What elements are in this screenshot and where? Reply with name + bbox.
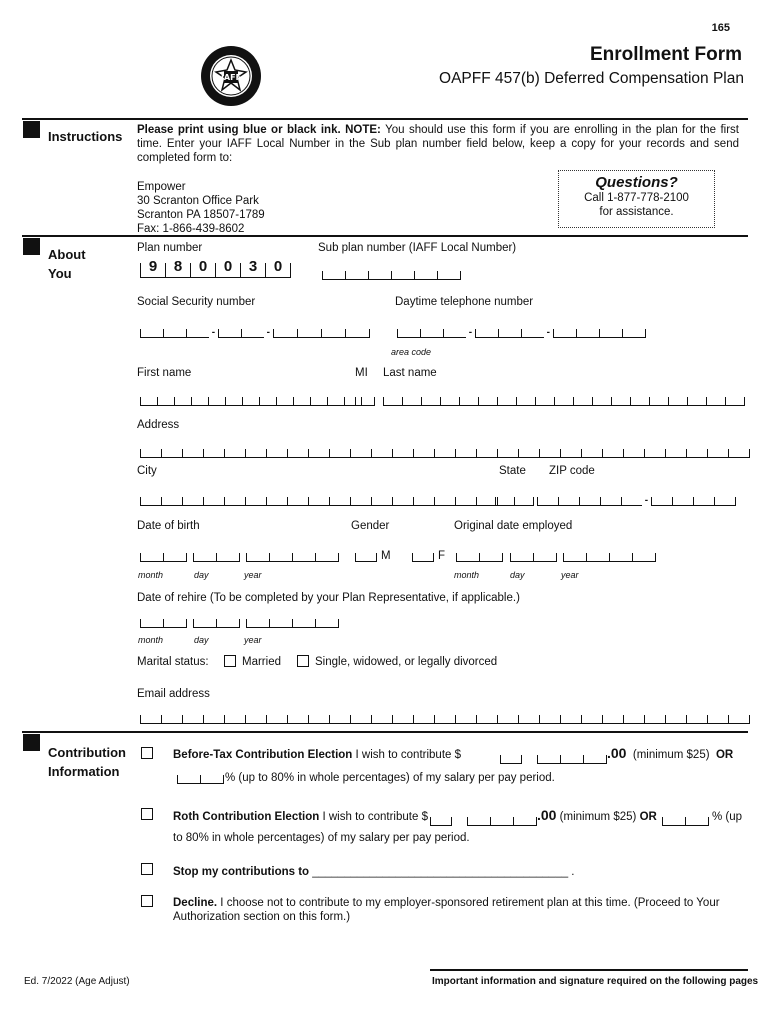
pretax-dollars[interactable] (537, 752, 607, 764)
section-marker (23, 121, 40, 138)
section-marker (23, 238, 40, 255)
single-label: Single, widowed, or legally divorced (315, 656, 498, 668)
married-label: Married (242, 656, 281, 668)
last-name-input[interactable] (383, 394, 745, 406)
pretax-percent-input[interactable] (177, 772, 224, 784)
stop-line[interactable]: Stop my contributions to ________________________________________ . (173, 866, 575, 878)
rehire-year-input[interactable] (246, 616, 339, 628)
orig-date-label: Original date employed (454, 520, 573, 532)
email-label: Email address (137, 688, 210, 700)
instructions-heading: Instructions (48, 129, 123, 144)
mi-label: MI (355, 367, 368, 379)
zip-label: ZIP code (549, 465, 595, 477)
year-caption: year (244, 570, 262, 580)
about-heading: About You (48, 247, 86, 281)
roth-dollars[interactable] (467, 814, 537, 826)
roth-pct-label: % (up (712, 811, 743, 823)
contribution-heading: Contribution Information (48, 745, 126, 779)
state-label: State (499, 465, 526, 477)
roth-checkbox[interactable] (141, 808, 153, 820)
roth-line2: to 80% in whole percentages) of my salary per pay period. (173, 832, 470, 844)
year-caption: year (244, 635, 262, 645)
gender-f-label: F (438, 550, 446, 562)
pretax-line2: % (up to 80% in whole percentages) of my salary per pay period. (225, 772, 555, 784)
decline-text: Decline. I choose not to contribute to my employer-sponsored retirement plan at this time. (Proceed to Your Authorization section on this form.) (173, 897, 720, 923)
pretax-checkbox[interactable] (141, 747, 153, 759)
orig-month-input[interactable] (456, 550, 503, 562)
marital-label: Marital status: (137, 656, 209, 668)
married-checkbox[interactable] (224, 655, 236, 667)
address-label: Address (137, 419, 180, 431)
edition-label: Ed. 7/2022 (Age Adjust) (24, 976, 130, 987)
phone-input[interactable]: - - (397, 326, 646, 338)
sub-plan-input[interactable] (322, 268, 461, 280)
orig-day-input[interactable] (510, 550, 557, 562)
email-input[interactable] (140, 712, 750, 724)
last-name-label: Last name (383, 367, 437, 379)
pretax-tail: .00 (minimum $25) OR (607, 745, 734, 761)
section-marker (23, 734, 40, 751)
page-number: 165 (711, 22, 730, 34)
rehire-label: Date of rehire (To be completed by your Plan Representative, if applicable.) (137, 592, 520, 604)
roth-dollars-thousands[interactable] (430, 814, 452, 826)
dob-year-input[interactable] (246, 550, 339, 562)
dob-label: Date of birth (137, 520, 200, 532)
day-caption: day (194, 570, 209, 580)
page-subtitle: OAPFF 457(b) Deferred Compensation Plan (439, 70, 744, 87)
plan-number-label: Plan number (137, 242, 203, 254)
month-caption: month (454, 570, 480, 580)
day-caption: day (194, 635, 209, 645)
stop-checkbox[interactable] (141, 863, 153, 875)
iaff-seal-logo (200, 45, 262, 107)
mailing-address: Empower 30 Scranton Office Park Scranton PA 18507-1789 Fax: 1-866-439-8602 (137, 181, 265, 235)
area-code-label: area code (391, 347, 432, 357)
state-input[interactable] (495, 494, 534, 506)
decline-checkbox[interactable] (141, 895, 153, 907)
plan-number-field: 9 8 0 0 3 0 (140, 263, 291, 278)
orig-year-input[interactable] (563, 550, 656, 562)
gender-label: Gender (351, 520, 390, 532)
ssn-label: Social Security number (137, 296, 256, 308)
roth-line1: Roth Contribution Election I wish to contribute $ (173, 811, 428, 823)
mi-input[interactable] (355, 394, 375, 406)
year-caption: year (561, 570, 579, 580)
city-label: City (137, 465, 157, 477)
sub-plan-label: Sub plan number (IAFF Local Number) (318, 242, 517, 254)
address-input[interactable] (140, 446, 750, 458)
first-name-label: First name (137, 367, 192, 379)
gender-m-label: M (381, 550, 391, 562)
phone-label: Daytime telephone number (395, 296, 534, 308)
dob-month-input[interactable] (140, 550, 187, 562)
month-caption: month (138, 570, 164, 580)
page-title: Enrollment Form (589, 44, 742, 65)
pretax-dollars-thousands[interactable] (500, 752, 522, 764)
svg-text:IAFF: IAFF (220, 73, 242, 82)
rehire-day-input[interactable] (193, 616, 240, 628)
gender-m-box[interactable] (355, 550, 377, 562)
footer-note: Important information and signature required on the following pages (432, 976, 759, 987)
ssn-input[interactable]: - - (140, 326, 370, 338)
first-name-input[interactable] (140, 394, 362, 406)
zip-input[interactable]: - (537, 494, 736, 506)
month-caption: month (138, 635, 164, 645)
pretax-line1: Before-Tax Contribution Election I wish to contribute $ (173, 749, 461, 761)
city-input[interactable] (140, 494, 498, 506)
rehire-month-input[interactable] (140, 616, 187, 628)
dob-day-input[interactable] (193, 550, 240, 562)
instructions-text: Please print using blue or black ink. NOTE: You should use this form if you are enrolling in the plan for the first time. Enter your IAFF Local Number in the Sub plan number field below, keep a copy for your records and send completed form to: (137, 124, 739, 164)
day-caption: day (510, 570, 525, 580)
roth-tail: .00 (minimum $25) OR (537, 807, 657, 823)
roth-percent-input[interactable] (662, 814, 709, 826)
single-checkbox[interactable] (297, 655, 309, 667)
gender-f-box[interactable] (412, 550, 434, 562)
questions-box: Questions? Call 1-877-778-2100 for assistance. (558, 170, 715, 228)
